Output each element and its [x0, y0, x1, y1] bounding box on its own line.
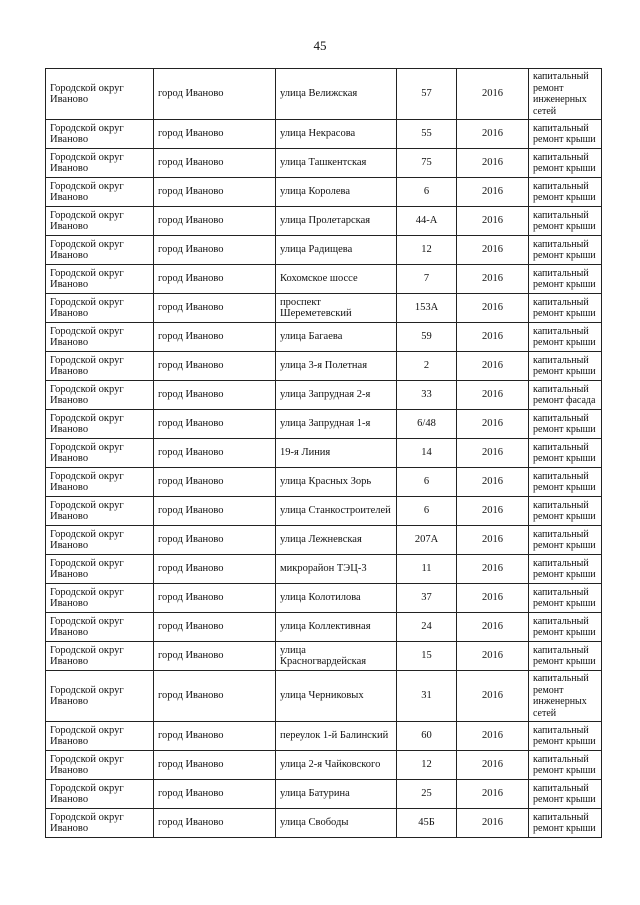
house-number-cell: 33	[397, 381, 457, 410]
district-cell: Городской округ Иваново	[46, 265, 154, 294]
street-cell: улица 2-я Чайковского	[276, 751, 397, 780]
house-number-cell: 6	[397, 178, 457, 207]
street-cell: улица Лежневская	[276, 526, 397, 555]
city-cell: город Иваново	[154, 294, 276, 323]
city-cell: город Иваново	[154, 497, 276, 526]
house-number-cell: 6	[397, 497, 457, 526]
district-cell: Городской округ Иваново	[46, 722, 154, 751]
district-cell: Городской округ Иваново	[46, 352, 154, 381]
work-type-cell: капитальный ремонт инженерных сетей	[529, 69, 602, 120]
house-number-cell: 24	[397, 613, 457, 642]
table-row	[46, 265, 602, 294]
city-cell: город Иваново	[154, 236, 276, 265]
year-cell: 2016	[457, 178, 529, 207]
street-cell: улица Красных Зорь	[276, 468, 397, 497]
street-cell: улица Пролетарская	[276, 207, 397, 236]
work-type-cell: капитальный ремонт крыши	[529, 149, 602, 178]
district-cell: Городской округ Иваново	[46, 294, 154, 323]
house-number-cell: 25	[397, 780, 457, 809]
street-cell: улица 3-я Полетная	[276, 352, 397, 381]
work-type-cell: капитальный ремонт крыши	[529, 584, 602, 613]
work-type-cell: капитальный ремонт крыши	[529, 265, 602, 294]
house-number-cell: 55	[397, 120, 457, 149]
city-cell: город Иваново	[154, 671, 276, 722]
work-type-cell: капитальный ремонт крыши	[529, 236, 602, 265]
year-cell: 2016	[457, 722, 529, 751]
year-cell: 2016	[457, 352, 529, 381]
year-cell: 2016	[457, 294, 529, 323]
table-row	[46, 584, 602, 613]
house-number-cell: 6	[397, 468, 457, 497]
work-type-cell: капитальный ремонт крыши	[529, 410, 602, 439]
house-number-cell: 59	[397, 323, 457, 352]
city-cell: город Иваново	[154, 323, 276, 352]
year-cell: 2016	[457, 809, 529, 838]
year-cell: 2016	[457, 236, 529, 265]
table-row	[46, 120, 602, 149]
street-cell: улица Батурина	[276, 780, 397, 809]
table-row	[46, 497, 602, 526]
city-cell: город Иваново	[154, 149, 276, 178]
table-row	[46, 780, 602, 809]
year-cell: 2016	[457, 265, 529, 294]
table-row	[46, 69, 602, 120]
street-cell: улица Черниковых	[276, 671, 397, 722]
city-cell: город Иваново	[154, 468, 276, 497]
table-row	[46, 410, 602, 439]
district-cell: Городской округ Иваново	[46, 780, 154, 809]
table-row	[46, 526, 602, 555]
table-row	[46, 294, 602, 323]
street-cell: улица Некрасова	[276, 120, 397, 149]
city-cell: город Иваново	[154, 584, 276, 613]
work-type-cell: капитальный ремонт крыши	[529, 613, 602, 642]
house-number-cell: 45Б	[397, 809, 457, 838]
city-cell: город Иваново	[154, 751, 276, 780]
house-number-cell: 60	[397, 722, 457, 751]
district-cell: Городской округ Иваново	[46, 809, 154, 838]
district-cell: Городской округ Иваново	[46, 671, 154, 722]
street-cell: улица Станкостроителей	[276, 497, 397, 526]
city-cell: город Иваново	[154, 178, 276, 207]
year-cell: 2016	[457, 780, 529, 809]
table-row	[46, 149, 602, 178]
table-row	[46, 613, 602, 642]
year-cell: 2016	[457, 439, 529, 468]
work-type-cell: капитальный ремонт крыши	[529, 120, 602, 149]
street-cell: улица Велижская	[276, 69, 397, 120]
district-cell: Городской округ Иваново	[46, 468, 154, 497]
district-cell: Городской округ Иваново	[46, 497, 154, 526]
year-cell: 2016	[457, 497, 529, 526]
registry-table-body	[46, 69, 602, 838]
street-cell: Кохомское шоссе	[276, 265, 397, 294]
street-cell: улица Коллективная	[276, 613, 397, 642]
table-row	[46, 555, 602, 584]
district-cell: Городской округ Иваново	[46, 526, 154, 555]
house-number-cell: 37	[397, 584, 457, 613]
city-cell: город Иваново	[154, 207, 276, 236]
work-type-cell: капитальный ремонт крыши	[529, 178, 602, 207]
house-number-cell: 14	[397, 439, 457, 468]
table-row	[46, 642, 602, 671]
district-cell: Городской округ Иваново	[46, 323, 154, 352]
table-row	[46, 468, 602, 497]
house-number-cell: 153А	[397, 294, 457, 323]
table-row	[46, 671, 602, 722]
house-number-cell: 31	[397, 671, 457, 722]
table-row	[46, 207, 602, 236]
year-cell: 2016	[457, 381, 529, 410]
table-row	[46, 809, 602, 838]
year-cell: 2016	[457, 149, 529, 178]
city-cell: город Иваново	[154, 265, 276, 294]
district-cell: Городской округ Иваново	[46, 178, 154, 207]
district-cell: Городской округ Иваново	[46, 555, 154, 584]
street-cell: улица Королева	[276, 178, 397, 207]
year-cell: 2016	[457, 526, 529, 555]
district-cell: Городской округ Иваново	[46, 120, 154, 149]
work-type-cell: капитальный ремонт крыши	[529, 642, 602, 671]
work-type-cell: капитальный ремонт крыши	[529, 722, 602, 751]
table-row	[46, 722, 602, 751]
work-type-cell: капитальный ремонт фасада	[529, 381, 602, 410]
city-cell: город Иваново	[154, 352, 276, 381]
street-cell: улица Запрудная 2-я	[276, 381, 397, 410]
city-cell: город Иваново	[154, 555, 276, 584]
table-row	[46, 323, 602, 352]
year-cell: 2016	[457, 584, 529, 613]
city-cell: город Иваново	[154, 526, 276, 555]
work-type-cell: капитальный ремонт крыши	[529, 439, 602, 468]
district-cell: Городской округ Иваново	[46, 236, 154, 265]
district-cell: Городской округ Иваново	[46, 69, 154, 120]
work-type-cell: капитальный ремонт крыши	[529, 207, 602, 236]
district-cell: Городской округ Иваново	[46, 410, 154, 439]
district-cell: Городской округ Иваново	[46, 381, 154, 410]
street-cell: улица Радищева	[276, 236, 397, 265]
house-number-cell: 7	[397, 265, 457, 294]
registry-table	[45, 68, 602, 838]
city-cell: город Иваново	[154, 69, 276, 120]
house-number-cell: 2	[397, 352, 457, 381]
street-cell: улица Багаева	[276, 323, 397, 352]
year-cell: 2016	[457, 642, 529, 671]
year-cell: 2016	[457, 410, 529, 439]
year-cell: 2016	[457, 751, 529, 780]
work-type-cell: капитальный ремонт крыши	[529, 323, 602, 352]
table-row	[46, 178, 602, 207]
street-cell: улица Красногвардейская	[276, 642, 397, 671]
table-row	[46, 236, 602, 265]
work-type-cell: капитальный ремонт крыши	[529, 294, 602, 323]
street-cell: улица Колотилова	[276, 584, 397, 613]
street-cell: улица Ташкентская	[276, 149, 397, 178]
house-number-cell: 6/48	[397, 410, 457, 439]
district-cell: Городской округ Иваново	[46, 207, 154, 236]
year-cell: 2016	[457, 120, 529, 149]
table-row	[46, 381, 602, 410]
work-type-cell: капитальный ремонт крыши	[529, 526, 602, 555]
year-cell: 2016	[457, 613, 529, 642]
district-cell: Городской округ Иваново	[46, 613, 154, 642]
year-cell: 2016	[457, 69, 529, 120]
house-number-cell: 44-А	[397, 207, 457, 236]
city-cell: город Иваново	[154, 780, 276, 809]
work-type-cell: капитальный ремонт крыши	[529, 352, 602, 381]
city-cell: город Иваново	[154, 381, 276, 410]
work-type-cell: капитальный ремонт крыши	[529, 751, 602, 780]
house-number-cell: 57	[397, 69, 457, 120]
district-cell: Городской округ Иваново	[46, 584, 154, 613]
year-cell: 2016	[457, 555, 529, 584]
house-number-cell: 11	[397, 555, 457, 584]
street-cell: улица Запрудная 1-я	[276, 410, 397, 439]
house-number-cell: 75	[397, 149, 457, 178]
table-row	[46, 352, 602, 381]
district-cell: Городской округ Иваново	[46, 751, 154, 780]
district-cell: Городской округ Иваново	[46, 439, 154, 468]
work-type-cell: капитальный ремонт крыши	[529, 809, 602, 838]
city-cell: город Иваново	[154, 439, 276, 468]
street-cell: 19-я Линия	[276, 439, 397, 468]
city-cell: город Иваново	[154, 642, 276, 671]
district-cell: Городской округ Иваново	[46, 149, 154, 178]
city-cell: город Иваново	[154, 809, 276, 838]
work-type-cell: капитальный ремонт крыши	[529, 497, 602, 526]
street-cell: улица Свободы	[276, 809, 397, 838]
district-cell: Городской округ Иваново	[46, 642, 154, 671]
city-cell: город Иваново	[154, 722, 276, 751]
year-cell: 2016	[457, 468, 529, 497]
city-cell: город Иваново	[154, 613, 276, 642]
street-cell: переулок 1-й Балинский	[276, 722, 397, 751]
work-type-cell: капитальный ремонт крыши	[529, 555, 602, 584]
street-cell: проспект Шереметевский	[276, 294, 397, 323]
work-type-cell: капитальный ремонт крыши	[529, 468, 602, 497]
year-cell: 2016	[457, 671, 529, 722]
table-row	[46, 439, 602, 468]
work-type-cell: капитальный ремонт крыши	[529, 780, 602, 809]
year-cell: 2016	[457, 207, 529, 236]
year-cell: 2016	[457, 323, 529, 352]
house-number-cell: 12	[397, 236, 457, 265]
street-cell: микрорайон ТЭЦ-3	[276, 555, 397, 584]
city-cell: город Иваново	[154, 410, 276, 439]
house-number-cell: 12	[397, 751, 457, 780]
page-number: 45	[313, 38, 327, 53]
house-number-cell: 15	[397, 642, 457, 671]
city-cell: город Иваново	[154, 120, 276, 149]
table-row	[46, 751, 602, 780]
house-number-cell: 207А	[397, 526, 457, 555]
work-type-cell: капитальный ремонт инженерных сетей	[529, 671, 602, 722]
